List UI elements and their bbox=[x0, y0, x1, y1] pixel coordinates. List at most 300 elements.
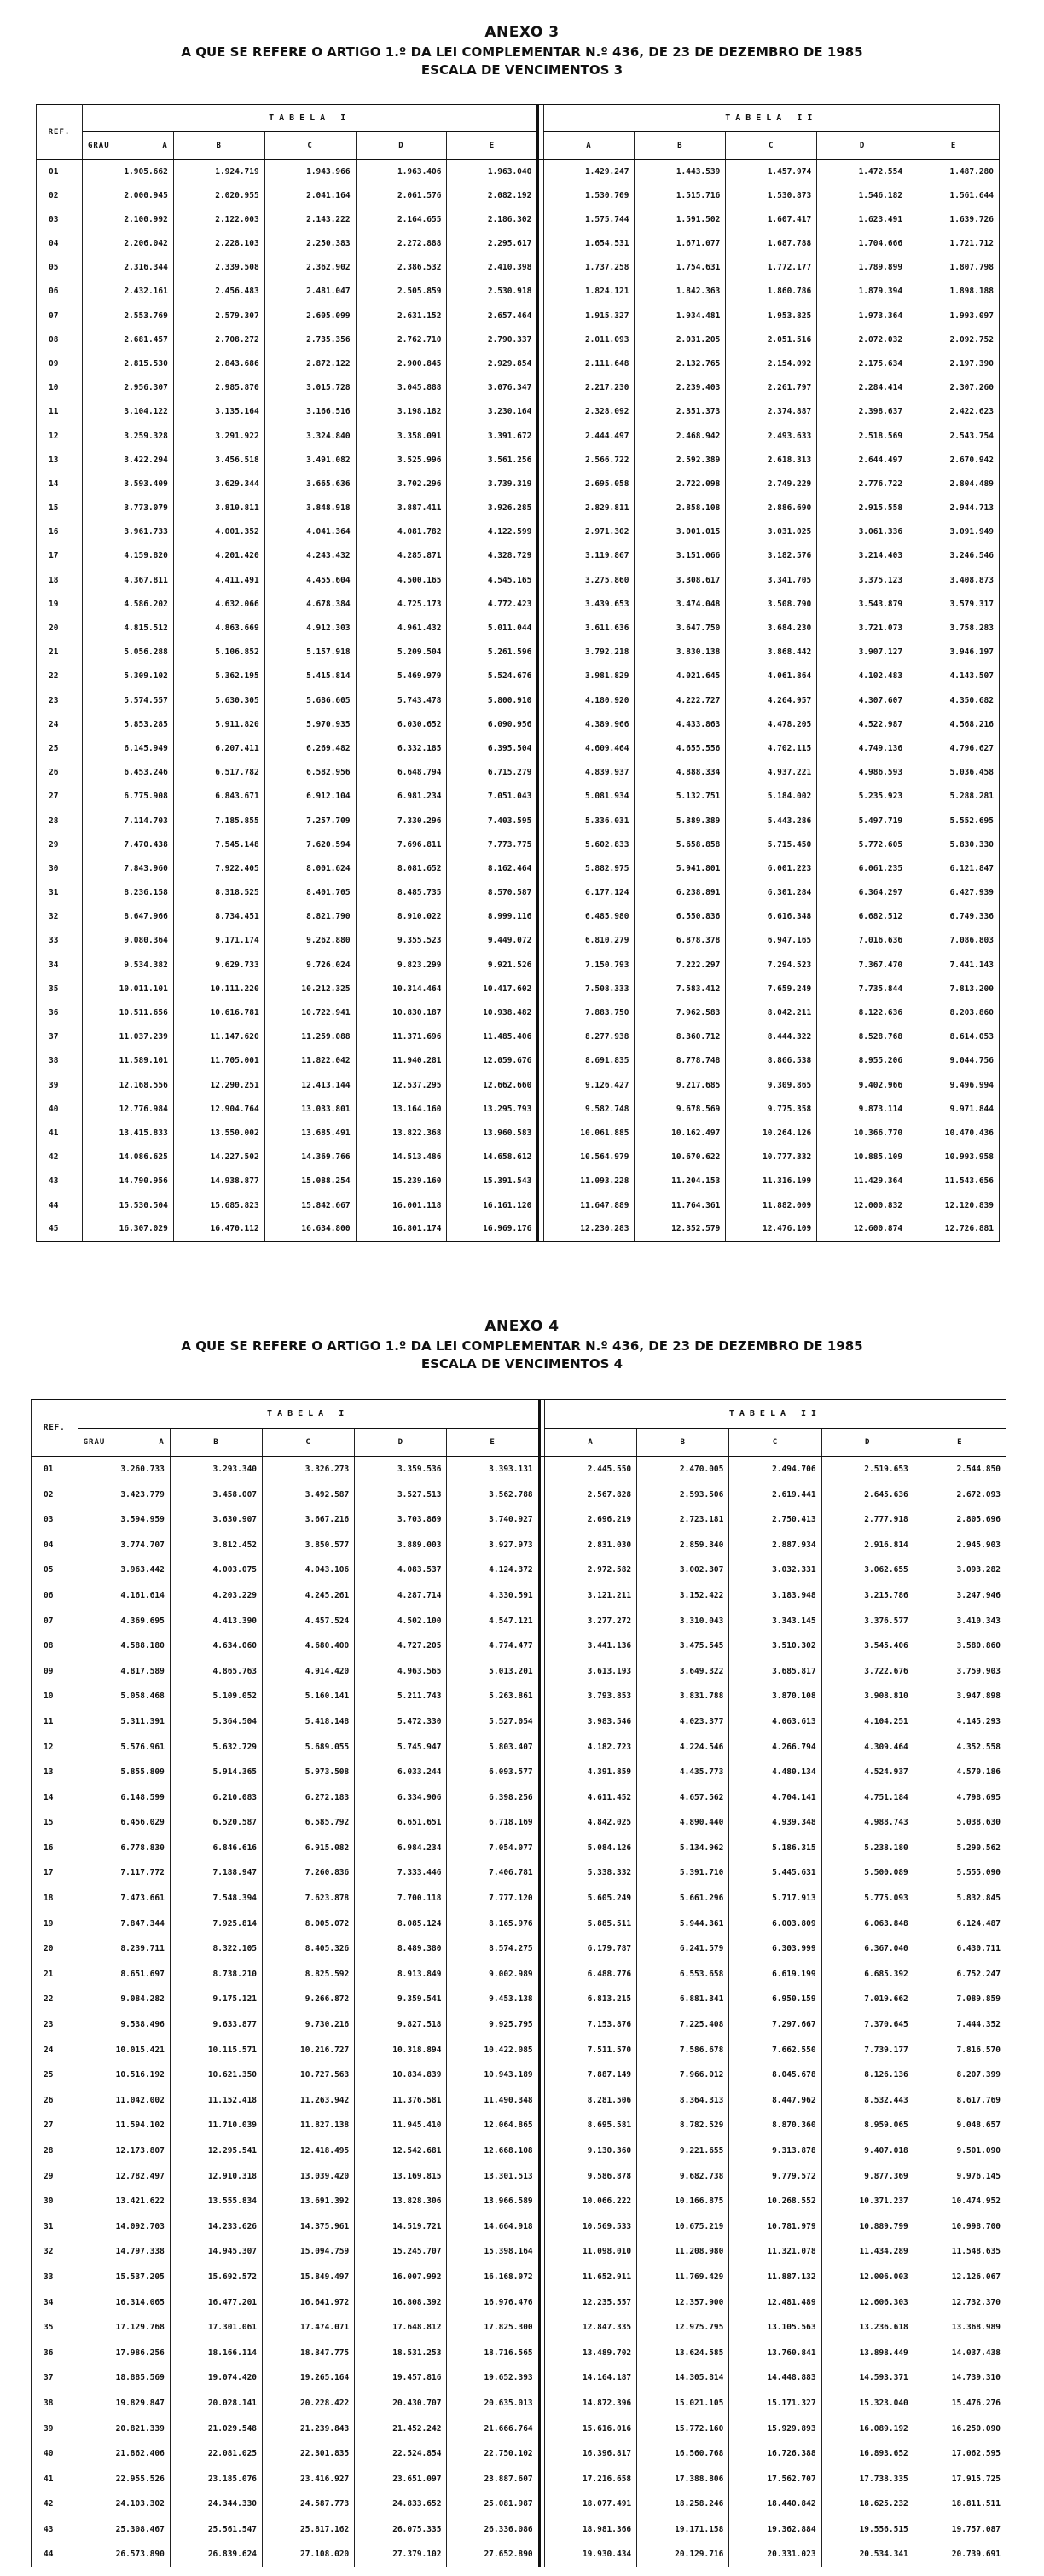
salary-cell: 3.508.790 bbox=[726, 592, 817, 616]
salary-cell: 5.106.852 bbox=[173, 641, 264, 664]
table-row bbox=[37, 183, 1000, 207]
grau-label: GRAU bbox=[83, 1437, 106, 1447]
salary-cell: 9.921.526 bbox=[447, 953, 538, 977]
salary-cell: 10.470.436 bbox=[908, 1121, 1000, 1145]
ref-cell: 07 bbox=[37, 304, 83, 328]
salary-cell: 3.002.307 bbox=[637, 1558, 729, 1583]
salary-cell: 5.134.962 bbox=[637, 1836, 729, 1861]
salary-cell: 13.169.815 bbox=[355, 2163, 447, 2189]
salary-cell: 10.993.958 bbox=[908, 1146, 1000, 1169]
salary-cell: 4.367.811 bbox=[82, 568, 173, 592]
table-row bbox=[32, 1860, 1006, 1886]
salary-cell: 8.782.529 bbox=[637, 2113, 729, 2138]
table-row bbox=[32, 2012, 1006, 2038]
salary-cell: 12.542.681 bbox=[355, 2138, 447, 2164]
salary-cell: 3.031.025 bbox=[726, 520, 817, 544]
salary-cell: 8.081.652 bbox=[356, 856, 447, 880]
salary-cell: 2.645.636 bbox=[821, 1482, 914, 1507]
grade-column-header: D bbox=[817, 132, 908, 160]
salary-cell: 12.173.807 bbox=[78, 2138, 170, 2164]
salary-cell: 13.691.392 bbox=[263, 2189, 355, 2214]
salary-cell: 6.616.348 bbox=[726, 905, 817, 929]
salary-cell: 21.862.406 bbox=[78, 2441, 170, 2467]
salary-cell: 3.889.003 bbox=[355, 1532, 447, 1558]
salary-cell: 22.081.025 bbox=[170, 2441, 262, 2467]
salary-cell: 6.332.185 bbox=[356, 736, 447, 760]
ref-cell: 29 bbox=[32, 2163, 78, 2189]
salary-cell: 9.084.282 bbox=[78, 1987, 170, 2012]
table-grade-row bbox=[37, 132, 1000, 160]
salary-cell: 1.905.662 bbox=[82, 160, 173, 183]
salary-cell: 7.019.662 bbox=[821, 1987, 914, 2012]
salary-cell: 4.043.106 bbox=[263, 1558, 355, 1583]
salary-cell: 9.080.364 bbox=[82, 929, 173, 953]
salary-cell: 10.371.237 bbox=[821, 2189, 914, 2214]
salary-cell: 5.443.286 bbox=[726, 809, 817, 833]
table-row bbox=[32, 2542, 1006, 2567]
salary-cell: 4.352.558 bbox=[914, 1734, 1006, 1760]
salary-cell: 9.221.655 bbox=[637, 2138, 729, 2164]
salary-cell: 8.821.790 bbox=[264, 905, 356, 929]
salary-cell: 6.145.949 bbox=[82, 736, 173, 760]
salary-cell: 10.417.602 bbox=[447, 977, 538, 1001]
salary-cell: 5.500.089 bbox=[821, 1860, 914, 1886]
grade-column-header: D bbox=[356, 132, 447, 160]
salary-cell: 3.198.182 bbox=[356, 400, 447, 424]
salary-cell: 3.665.636 bbox=[264, 472, 356, 496]
salary-cell: 3.441.136 bbox=[544, 1633, 636, 1659]
salary-cell: 6.453.246 bbox=[82, 761, 173, 785]
table-row bbox=[37, 977, 1000, 1001]
grade-column-header: E bbox=[447, 132, 538, 160]
salary-cell: 4.798.695 bbox=[914, 1784, 1006, 1810]
salary-cell: 21.029.548 bbox=[170, 2416, 262, 2441]
salary-cell: 16.726.388 bbox=[729, 2441, 821, 2467]
table-row bbox=[32, 1684, 1006, 1709]
ref-cell: 07 bbox=[32, 1608, 78, 1633]
salary-cell: 2.481.047 bbox=[264, 280, 356, 304]
salary-cell: 3.045.888 bbox=[356, 376, 447, 400]
salary-cell: 3.684.230 bbox=[726, 616, 817, 640]
salary-cell: 15.391.543 bbox=[447, 1169, 538, 1193]
salary-cell: 9.175.121 bbox=[170, 1987, 262, 2012]
salary-cell: 8.738.210 bbox=[170, 1962, 262, 1987]
salary-cell: 4.124.372 bbox=[447, 1558, 539, 1583]
salary-cell: 8.318.525 bbox=[173, 881, 264, 905]
salary-cell: 5.632.729 bbox=[170, 1734, 262, 1760]
ref-cell: 13 bbox=[32, 1760, 78, 1785]
salary-cell: 2.316.344 bbox=[82, 256, 173, 280]
salary-cell: 15.929.893 bbox=[729, 2416, 821, 2441]
ref-cell: 27 bbox=[37, 785, 83, 809]
salary-cell: 4.061.864 bbox=[726, 664, 817, 688]
salary-cell: 19.457.816 bbox=[355, 2365, 447, 2391]
salary-cell: 4.081.782 bbox=[356, 520, 447, 544]
salary-cell: 8.695.581 bbox=[544, 2113, 636, 2138]
salary-cell: 15.021.105 bbox=[637, 2391, 729, 2416]
table-row bbox=[37, 1193, 1000, 1217]
salary-cell: 5.472.330 bbox=[355, 1709, 447, 1735]
table-row bbox=[37, 400, 1000, 424]
salary-cell: 3.135.164 bbox=[173, 400, 264, 424]
salary-cell: 26.573.890 bbox=[78, 2542, 170, 2567]
salary-cell: 5.056.288 bbox=[82, 641, 173, 664]
salary-cell: 11.589.101 bbox=[82, 1049, 173, 1073]
salary-cell: 26.336.086 bbox=[447, 2517, 539, 2543]
salary-cell: 6.398.256 bbox=[447, 1784, 539, 1810]
salary-cell: 13.550.002 bbox=[173, 1121, 264, 1145]
salary-cell: 3.260.733 bbox=[78, 1457, 170, 1482]
annex-4-header bbox=[0, 1318, 1044, 1372]
salary-cell: 11.543.656 bbox=[908, 1169, 1000, 1193]
salary-cell: 5.109.052 bbox=[170, 1684, 262, 1709]
salary-cell: 26.839.624 bbox=[170, 2542, 262, 2567]
salary-cell: 2.374.887 bbox=[726, 400, 817, 424]
salary-cell: 3.247.946 bbox=[914, 1583, 1006, 1609]
table-row bbox=[37, 1169, 1000, 1193]
salary-cell: 25.561.547 bbox=[170, 2517, 262, 2543]
salary-cell: 8.870.360 bbox=[729, 2113, 821, 2138]
salary-cell: 20.534.341 bbox=[821, 2542, 914, 2567]
salary-cell: 23.185.076 bbox=[170, 2466, 262, 2492]
salary-cell: 7.887.149 bbox=[544, 2063, 636, 2088]
salary-cell: 4.433.863 bbox=[635, 712, 726, 736]
table-row bbox=[32, 2441, 1006, 2467]
table-row bbox=[37, 376, 1000, 400]
ref-cell: 21 bbox=[32, 1962, 78, 1987]
table-row bbox=[32, 2365, 1006, 2391]
salary-cell: 3.963.442 bbox=[78, 1558, 170, 1583]
grade-column-header: E bbox=[908, 132, 1000, 160]
salary-cell: 3.629.344 bbox=[173, 472, 264, 496]
salary-cell: 3.848.918 bbox=[264, 496, 356, 520]
salary-cell: 3.182.576 bbox=[726, 544, 817, 568]
salary-cell: 15.476.276 bbox=[914, 2391, 1006, 2416]
salary-cell: 7.117.772 bbox=[78, 1860, 170, 1886]
salary-cell: 8.614.053 bbox=[908, 1025, 1000, 1049]
salary-cell: 19.930.434 bbox=[544, 2542, 636, 2567]
salary-cell: 11.371.696 bbox=[356, 1025, 447, 1049]
salary-cell: 4.678.384 bbox=[264, 592, 356, 616]
salary-cell: 11.434.289 bbox=[821, 2239, 914, 2265]
ref-cell: 33 bbox=[37, 929, 83, 953]
salary-cell: 4.586.202 bbox=[82, 592, 173, 616]
salary-cell: 4.547.121 bbox=[447, 1608, 539, 1633]
salary-cell: 2.456.483 bbox=[173, 280, 264, 304]
salary-cell: 3.215.786 bbox=[821, 1583, 914, 1609]
salary-cell: 1.639.726 bbox=[908, 207, 1000, 231]
ref-cell: 30 bbox=[37, 856, 83, 880]
salary-cell: 12.413.144 bbox=[264, 1073, 356, 1097]
salary-cell: 16.396.817 bbox=[544, 2441, 636, 2467]
table-row bbox=[37, 424, 1000, 448]
salary-cell: 1.671.077 bbox=[635, 231, 726, 255]
ref-cell: 16 bbox=[37, 520, 83, 544]
salary-cell: 16.641.972 bbox=[263, 2289, 355, 2315]
ref-cell: 05 bbox=[32, 1558, 78, 1583]
salary-cell: 1.807.798 bbox=[908, 256, 1000, 280]
table-row bbox=[37, 1001, 1000, 1024]
ref-cell: 24 bbox=[32, 2037, 78, 2063]
salary-cell: 14.519.721 bbox=[355, 2214, 447, 2240]
salary-cell: 19.652.393 bbox=[447, 2365, 539, 2391]
salary-cell: 2.470.005 bbox=[637, 1457, 729, 1482]
salary-cell: 3.907.127 bbox=[817, 641, 908, 664]
ref-cell: 18 bbox=[32, 1886, 78, 1912]
ref-cell: 38 bbox=[32, 2391, 78, 2416]
salary-cell: 3.562.788 bbox=[447, 1482, 539, 1507]
salary-cell: 1.530.709 bbox=[543, 183, 635, 207]
salary-cell: 5.574.557 bbox=[82, 688, 173, 712]
salary-cell: 5.084.126 bbox=[544, 1836, 636, 1861]
salary-cell: 5.745.947 bbox=[355, 1734, 447, 1760]
salary-cell: 4.224.546 bbox=[637, 1734, 729, 1760]
salary-cell: 4.457.524 bbox=[263, 1608, 355, 1633]
salary-cell: 6.752.247 bbox=[914, 1962, 1006, 1987]
salary-cell: 7.843.960 bbox=[82, 856, 173, 880]
salary-cell: 8.866.538 bbox=[726, 1049, 817, 1073]
grade-column-header: D bbox=[355, 1428, 447, 1457]
table-row bbox=[37, 856, 1000, 880]
salary-cell: 2.494.706 bbox=[729, 1457, 821, 1482]
salary-cell: 2.143.222 bbox=[264, 207, 356, 231]
salary-cell: 11.093.228 bbox=[543, 1169, 635, 1193]
salary-cell: 6.947.165 bbox=[726, 929, 817, 953]
salary-cell: 8.277.938 bbox=[543, 1025, 635, 1049]
grade-column-header: D bbox=[821, 1428, 914, 1457]
salary-cell: 3.293.340 bbox=[170, 1457, 262, 1482]
salary-cell: 5.973.508 bbox=[263, 1760, 355, 1785]
salary-cell: 13.624.585 bbox=[637, 2340, 729, 2365]
ref-cell: 40 bbox=[32, 2441, 78, 2467]
salary-cell: 2.815.530 bbox=[82, 351, 173, 375]
salary-cell: 2.915.558 bbox=[817, 496, 908, 520]
salary-cell: 22.524.854 bbox=[355, 2441, 447, 2467]
salary-cell: 3.458.007 bbox=[170, 1482, 262, 1507]
salary-cell: 2.272.888 bbox=[356, 231, 447, 255]
salary-cell: 4.937.221 bbox=[726, 761, 817, 785]
salary-cell: 1.824.121 bbox=[543, 280, 635, 304]
salary-cell: 24.833.652 bbox=[355, 2492, 447, 2517]
salary-cell: 2.944.713 bbox=[908, 496, 1000, 520]
salary-cell: 3.391.672 bbox=[447, 424, 538, 448]
salary-cell: 6.427.939 bbox=[908, 881, 1000, 905]
salary-cell: 1.754.631 bbox=[635, 256, 726, 280]
salary-cell: 7.586.678 bbox=[637, 2037, 729, 2063]
ref-cell: 36 bbox=[32, 2340, 78, 2365]
salary-cell: 9.538.496 bbox=[78, 2012, 170, 2038]
salary-cell: 5.911.820 bbox=[173, 712, 264, 736]
salary-cell: 14.938.877 bbox=[173, 1169, 264, 1193]
salary-cell: 11.764.361 bbox=[635, 1193, 726, 1217]
salary-cell: 4.309.464 bbox=[821, 1734, 914, 1760]
salary-cell: 19.556.515 bbox=[821, 2517, 914, 2543]
salary-cell: 7.051.043 bbox=[447, 785, 538, 809]
salary-cell: 4.201.420 bbox=[173, 544, 264, 568]
salary-cell: 1.973.364 bbox=[817, 304, 908, 328]
salary-cell: 27.379.102 bbox=[355, 2542, 447, 2567]
salary-cell: 1.934.481 bbox=[635, 304, 726, 328]
salary-cell: 23.887.607 bbox=[447, 2466, 539, 2492]
salary-cell: 25.817.162 bbox=[263, 2517, 355, 2543]
salary-cell: 13.421.622 bbox=[78, 2189, 170, 2214]
salary-cell: 10.422.085 bbox=[447, 2037, 539, 2063]
salary-cell: 10.166.875 bbox=[637, 2189, 729, 2214]
salary-cell: 9.877.369 bbox=[821, 2163, 914, 2189]
salary-cell: 7.623.878 bbox=[263, 1886, 355, 1912]
salary-cell: 6.585.792 bbox=[263, 1810, 355, 1836]
table-row bbox=[37, 592, 1000, 616]
salary-cell: 12.975.795 bbox=[637, 2315, 729, 2341]
salary-cell: 3.721.073 bbox=[817, 616, 908, 640]
salary-cell: 12.418.495 bbox=[263, 2138, 355, 2164]
salary-cell: 15.772.160 bbox=[637, 2416, 729, 2441]
salary-cell: 14.790.956 bbox=[82, 1169, 173, 1193]
ref-cell: 03 bbox=[32, 1507, 78, 1533]
table-row bbox=[32, 2391, 1006, 2416]
table-row bbox=[37, 736, 1000, 760]
salary-cell: 8.042.211 bbox=[726, 1001, 817, 1024]
salary-cell: 18.531.253 bbox=[355, 2340, 447, 2365]
salary-cell: 4.264.957 bbox=[726, 688, 817, 712]
salary-cell: 3.926.285 bbox=[447, 496, 538, 520]
salary-cell: 5.418.148 bbox=[263, 1709, 355, 1735]
table-row bbox=[37, 472, 1000, 496]
salary-cell: 3.410.343 bbox=[914, 1608, 1006, 1633]
salary-cell: 4.203.229 bbox=[170, 1583, 262, 1609]
salary-cell: 10.943.189 bbox=[447, 2063, 539, 2088]
salary-cell: 4.145.293 bbox=[914, 1709, 1006, 1735]
table-row bbox=[32, 2113, 1006, 2138]
salary-cell: 10.318.894 bbox=[355, 2037, 447, 2063]
salary-cell: 5.855.809 bbox=[78, 1760, 170, 1785]
annex-4-title: ANEXO 4 bbox=[484, 1318, 560, 1335]
table-row bbox=[32, 1532, 1006, 1558]
table-row bbox=[32, 2063, 1006, 2088]
salary-cell: 6.121.847 bbox=[908, 856, 1000, 880]
salary-cell: 15.398.164 bbox=[447, 2239, 539, 2265]
salary-cell: 13.295.793 bbox=[447, 1097, 538, 1121]
salary-cell: 12.726.881 bbox=[908, 1217, 1000, 1241]
salary-cell: 18.166.114 bbox=[170, 2340, 262, 2365]
salary-cell: 8.532.443 bbox=[821, 2088, 914, 2114]
salary-cell: 2.122.003 bbox=[173, 207, 264, 231]
table-row bbox=[37, 207, 1000, 231]
salary-cell: 4.988.743 bbox=[821, 1810, 914, 1836]
salary-cell: 15.849.497 bbox=[263, 2265, 355, 2290]
salary-cell: 14.233.626 bbox=[170, 2214, 262, 2240]
salary-cell: 4.524.937 bbox=[821, 1760, 914, 1785]
salary-cell: 2.020.955 bbox=[173, 183, 264, 207]
salary-cell: 3.611.636 bbox=[543, 616, 635, 640]
salary-cell: 4.182.723 bbox=[544, 1734, 636, 1760]
grade-column-header: B bbox=[637, 1428, 729, 1457]
salary-cell: 2.859.340 bbox=[637, 1532, 729, 1558]
salary-cell: 6.878.378 bbox=[635, 929, 726, 953]
table-row bbox=[37, 568, 1000, 592]
table-row bbox=[32, 1734, 1006, 1760]
salary-cell: 7.847.344 bbox=[78, 1911, 170, 1936]
salary-cell: 4.568.216 bbox=[908, 712, 1000, 736]
salary-cell: 8.959.065 bbox=[821, 2113, 914, 2138]
table-row bbox=[32, 1482, 1006, 1507]
salary-cell: 3.121.211 bbox=[544, 1583, 636, 1609]
grau-label: GRAU bbox=[87, 141, 110, 150]
salary-cell: 25.308.467 bbox=[78, 2517, 170, 2543]
salary-cell: 10.511.656 bbox=[82, 1001, 173, 1024]
salary-cell: 2.722.098 bbox=[635, 472, 726, 496]
salary-cell: 3.773.079 bbox=[82, 496, 173, 520]
salary-cell: 3.908.810 bbox=[821, 1684, 914, 1709]
salary-cell: 15.616.016 bbox=[544, 2416, 636, 2441]
salary-cell: 3.579.317 bbox=[908, 592, 1000, 616]
salary-cell: 14.664.918 bbox=[447, 2214, 539, 2240]
salary-cell: 4.986.593 bbox=[817, 761, 908, 785]
table-row bbox=[37, 256, 1000, 280]
salary-cell: 5.391.710 bbox=[637, 1860, 729, 1886]
salary-cell: 7.089.859 bbox=[914, 1987, 1006, 2012]
salary-cell: 11.098.010 bbox=[544, 2239, 636, 2265]
salary-cell: 8.085.124 bbox=[355, 1911, 447, 1936]
salary-cell: 14.164.187 bbox=[544, 2365, 636, 2391]
ref-cell: 37 bbox=[32, 2365, 78, 2391]
ref-cell: 01 bbox=[32, 1457, 78, 1482]
table-row bbox=[32, 2214, 1006, 2240]
salary-cell: 2.579.307 bbox=[173, 304, 264, 328]
tabela-1-header: TABELA I bbox=[78, 1400, 539, 1429]
salary-cell: 12.290.251 bbox=[173, 1073, 264, 1097]
ref-cell: 34 bbox=[32, 2289, 78, 2315]
salary-cell: 19.757.087 bbox=[914, 2517, 1006, 2543]
ref-cell: 10 bbox=[32, 1684, 78, 1709]
salary-cell: 8.322.105 bbox=[170, 1936, 262, 1962]
salary-cell: 22.301.835 bbox=[263, 2441, 355, 2467]
salary-cell: 2.695.058 bbox=[543, 472, 635, 496]
salary-cell: 5.772.605 bbox=[817, 833, 908, 856]
salary-cell: 3.341.705 bbox=[726, 568, 817, 592]
salary-cell: 13.164.160 bbox=[356, 1097, 447, 1121]
salary-cell: 1.687.788 bbox=[726, 231, 817, 255]
table-header-row bbox=[37, 105, 1000, 132]
salary-cell: 9.044.756 bbox=[908, 1049, 1000, 1073]
salary-cell: 11.259.088 bbox=[264, 1025, 356, 1049]
salary-cell: 2.250.383 bbox=[264, 231, 356, 255]
salary-cell: 19.074.420 bbox=[170, 2365, 262, 2391]
salary-cell: 2.051.516 bbox=[726, 328, 817, 351]
salary-cell: 6.364.297 bbox=[817, 881, 908, 905]
salary-cell: 1.772.177 bbox=[726, 256, 817, 280]
ref-cell: 44 bbox=[37, 1193, 83, 1217]
salary-cell: 5.058.468 bbox=[78, 1684, 170, 1709]
salary-cell: 6.517.782 bbox=[173, 761, 264, 785]
grade-column-header: B bbox=[635, 132, 726, 160]
salary-cell: 6.003.809 bbox=[729, 1911, 821, 1936]
salary-cell: 10.066.222 bbox=[544, 2189, 636, 2214]
salary-cell: 9.402.966 bbox=[817, 1073, 908, 1097]
salary-cell: 3.456.518 bbox=[173, 448, 264, 472]
salary-cell: 12.732.370 bbox=[914, 2289, 1006, 2315]
table-row bbox=[32, 2315, 1006, 2341]
salary-cell: 6.033.244 bbox=[355, 1760, 447, 1785]
salary-cell: 5.882.975 bbox=[543, 856, 635, 880]
salary-cell: 4.369.695 bbox=[78, 1608, 170, 1633]
table-row bbox=[32, 1911, 1006, 1936]
salary-cell: 1.953.825 bbox=[726, 304, 817, 328]
salary-cell: 6.582.956 bbox=[264, 761, 356, 785]
salary-cell: 26.075.335 bbox=[355, 2517, 447, 2543]
salary-cell: 3.850.577 bbox=[263, 1532, 355, 1558]
salary-cell: 11.548.635 bbox=[914, 2239, 1006, 2265]
